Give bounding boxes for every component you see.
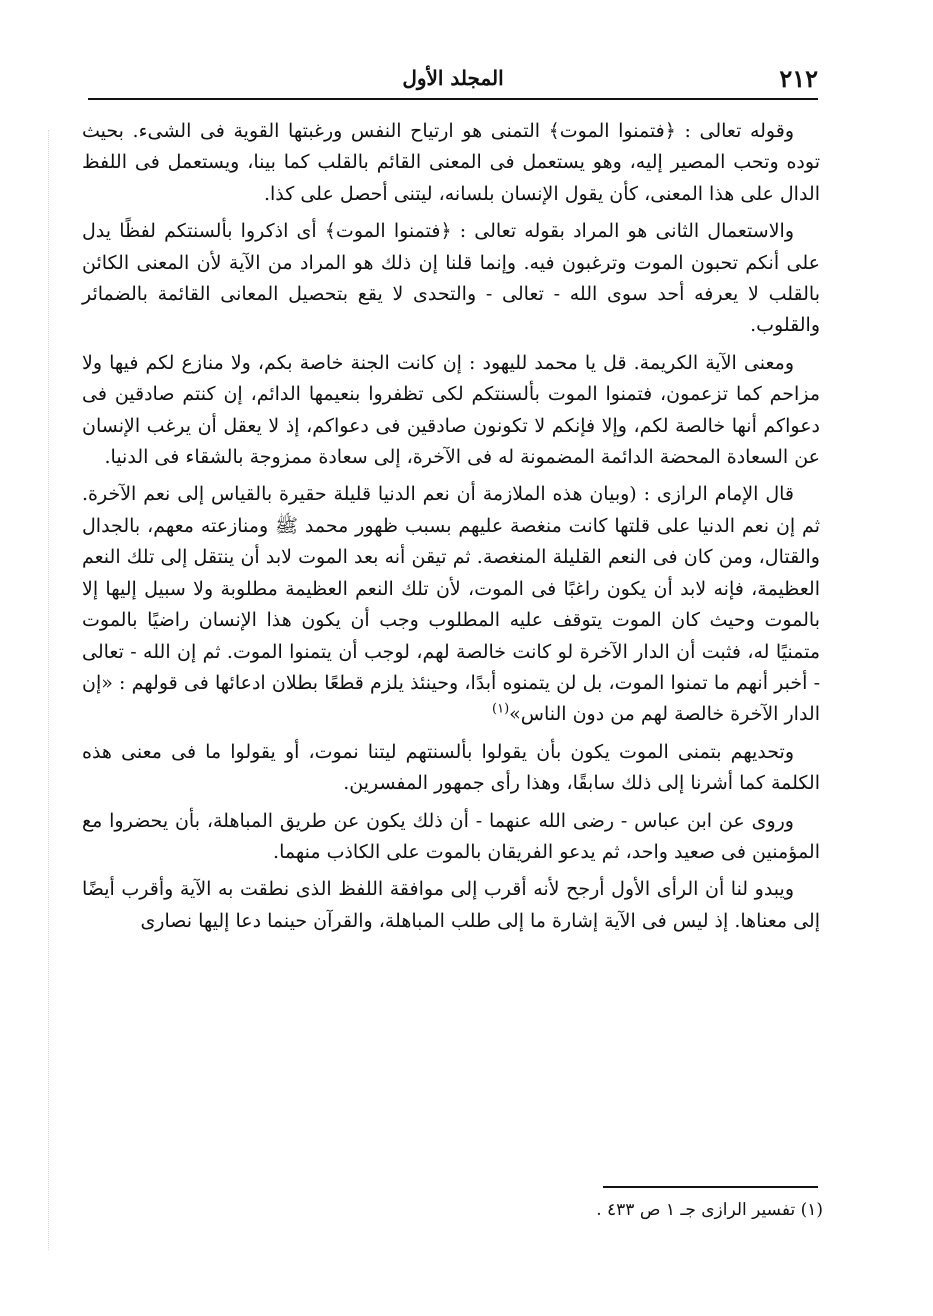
footnote: (١) تفسير الرازى جـ ١ ص ٤٣٣ . <box>596 1200 823 1220</box>
scan-margin-dots <box>48 130 49 1250</box>
body-text <box>82 116 820 940</box>
paragraph-3: ومعنى الآية الكريمة. قل يا محمد لليهود : إن كانت الجنة خاصة بكم، ولا منازع لكم فيها ولا مزاحم كما تزعمون، فتمنوا الموت بألسنتكم لكى تظفروا بنعيمها الدائم، إن كنتم صادقين فى دعواكم أنها خالصة لكم، وإلا فإنكم لا تكونون صادقين فى دعواكم، إذ لا يعقل أن يرغب الإنسان عن السعادة المحضة الدائمة المضمونة له فى الآخرة، إلى سعادة ممزوجة بالشقاء فى الدنيا. <box>82 351 820 469</box>
running-title: المجلد الأول <box>402 66 504 90</box>
page-header <box>88 58 818 98</box>
paragraph-2: والاستعمال الثانى هو المراد بقوله تعالى : ﴿فتمنوا الموت﴾ أى اذكروا بألسنتكم لفظًا يدل على أنكم تحبون الموت وترغبون فيه. وإنما قلنا إن ذلك هو المراد من الآية لأن المعنى الكائن بالقلب لا يعرفه أحد سوى الله - تعالى - والتحدى لا يقع بتحصيل المعانى القائمة بالضمائر والقلوب. <box>82 220 820 337</box>
paragraph-5: وتحديهم بتمنى الموت يكون بأن يقولوا بألسنتهم ليتنا نموت، أو يقولوا ما فى معنى هذه الكلمة كما أشرنا إلى ذلك سابقًا، وهذا رأى جمهور المفسرين. <box>82 740 820 795</box>
footnote-marker: (١) <box>492 701 510 717</box>
page-number: ٢١٢ <box>779 64 818 93</box>
paragraph-1: وقوله تعالى : ﴿فتمنوا الموت﴾ التمنى هو ارتياح النفس ورغبتها القوية فى الشىء. بحيث توده وتحب المصير إليه، وهو يستعمل فى المعنى القائم بالقلب كما بينا، ويستعمل فى اللفظ الدال على هذا المعنى، كأن يقول الإنسان بلسانه، ليتنى أحصل على كذا. <box>82 120 820 205</box>
paragraph-4 <box>82 479 820 730</box>
header-rule <box>88 98 818 100</box>
paragraph-4-text: قال الإمام الرازى : (وبيان هذه الملازمة أن نعم الدنيا قليلة حقيرة بالقياس إلى نعم الآخرة. ثم إن نعم الدنيا على قلتها كانت منغصة عليهم بسبب ظهور محمد ﷺ ومنازعته معهم، بالجدال والقتال، ومن كان فى النعم القليلة المنغصة. ثم تيقن أنه بعد الموت لابد أن ينتقل إلى تلك النعم العظيمة، فإنه لابد أن يكون راغبًا فى الموت، لأن تلك النعم العظيمة مطلوبة ولا سبيل إليها إلا بالموت وحيث كان الموت يتوقف عليه المطلوب وجب أن يكون هذا الإنسان راضيًا بالموت متمنيًا له، فثبت أن الدار الآخرة لو كانت خالصة لهم، لوجب أن يتمنوا الموت. ثم إن الله - تعالى - أخبر أنهم ما تمنوا الموت، بل لن يتمنوه أبدًا، وحينئذ يلزم قطعًا بطلان ادعائها فى قولهم : «إن الدار الآخرة خالصة لهم من دون الناس» <box>82 483 821 726</box>
paragraph-6: وروى عن ابن عباس - رضى الله عنهما - أن ذلك يكون عن طريق المباهلة، بأن يحضروا مع المؤمنين فى صعيد واحد، ثم يدعو الفريقان بالموت على الكاذب منهما. <box>82 809 820 863</box>
footnote-rule <box>603 1186 818 1188</box>
paragraph-7: ويبدو لنا أن الرأى الأول أرجح لأنه أقرب إلى موافقة اللفظ الذى نطقت به الآية وأقرب أيضًا إلى معناها. إذ ليس فى الآية إشارة ما إلى طلب المباهلة، والقرآن حينما دعا إليها نصارى <box>82 878 820 932</box>
